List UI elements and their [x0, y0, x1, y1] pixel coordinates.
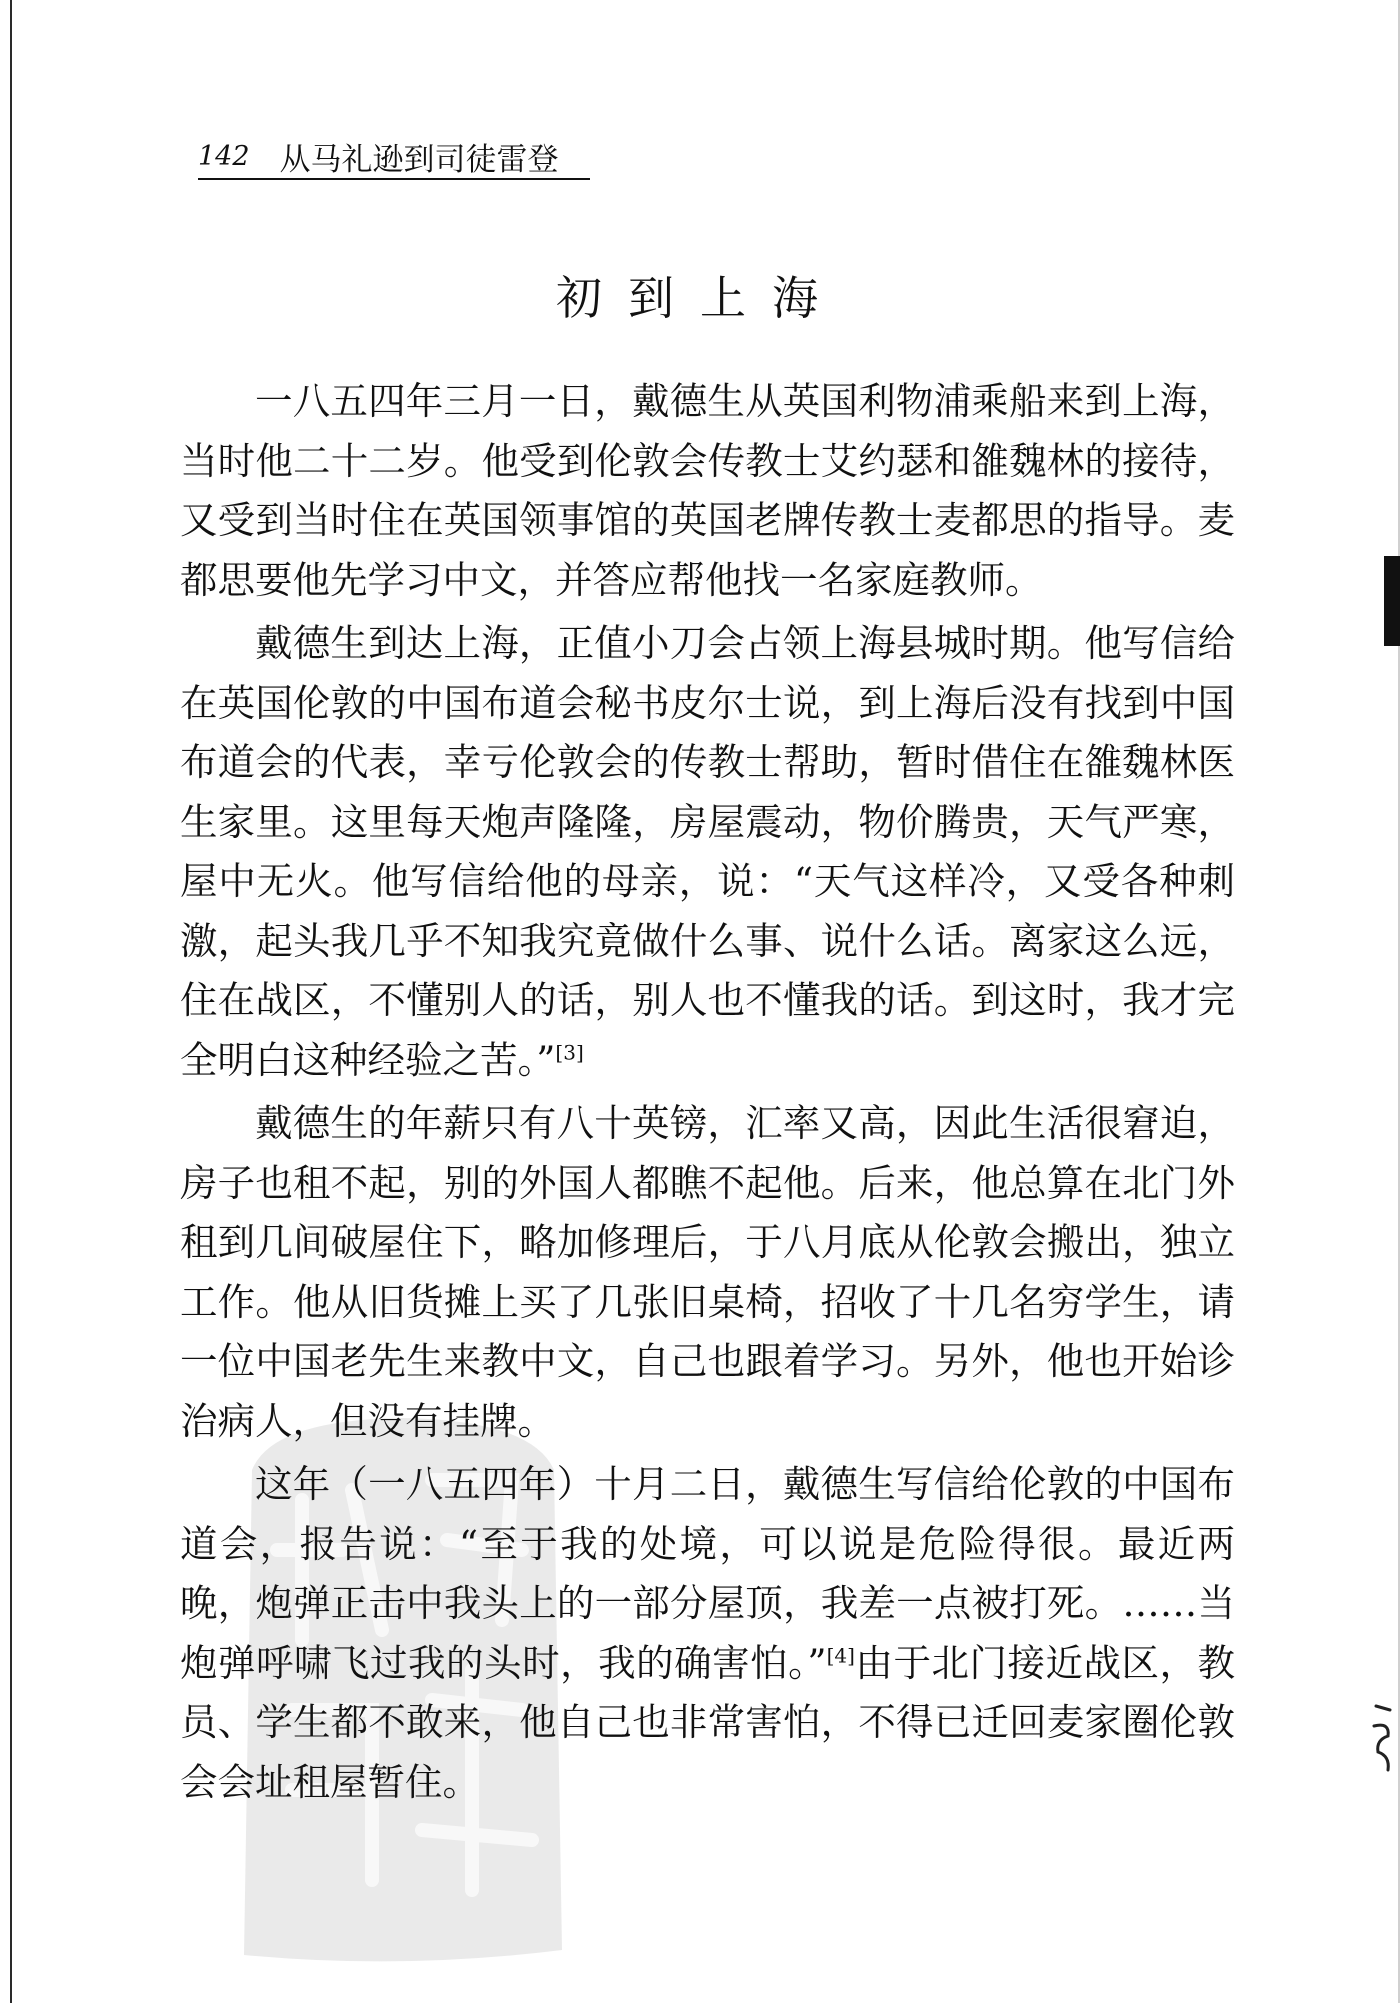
paragraph: 这年（一八五四年）十月二日，戴德生写信给伦敦的中国布道会，报告说：“至于我的处境，可以说是危险得很。最近两晚，炮弹正击中我头上的一部分屋顶，我差一点被打死。……当炮弹呼啸飞过我的头时，我的确害怕。”[4]由于北门接近战区，教员、学生都不敢来，他自己也非常害怕，不得已迁回麦家圈伦敦会会址租屋暂住。 — [180, 1462, 1236, 1804]
paragraph: 戴德生的年薪只有八十英镑，汇率又高，因此生活很窘迫，房子也租不起，别的外国人都瞧不起他。后来，他总算在北门外租到几间破屋住下，略加修理后，于八月底从伦敦会搬出，独立工作。他从旧货摊上买了几张旧桌椅，招收了十几名穷学生，请一位中国老先生来教中文，自己也跟着学习。另外，他也开始诊治病人，但没有挂牌。 — [180, 1101, 1235, 1443]
body-text — [180, 372, 1235, 1812]
paragraph: 戴德生到达上海，正值小刀会占领上海县城时期。他写信给在英国伦敦的中国布道会秘书皮尔士说，到上海后没有找到中国布道会的代表，幸亏伦敦会的传教士帮助，暂时借住在雒魏林医生家里。这里每天炮声隆隆，房屋震动，物价腾贵，天气严寒，屋中无火。他写信给他的母亲，说：“天气这样冷，又受各种刺激，起头我几乎不知我究竟做什么事、说什么话。离家这么远，住在战区，不懂别人的话，别人也不懂我的话。到这时，我才完全明白这种经验之苦。”[3] — [180, 621, 1235, 1082]
running-header — [198, 133, 559, 179]
page-number: 142 — [198, 140, 250, 172]
scan-edge-mark — [1384, 556, 1400, 646]
footnote-marker: [3] — [555, 1040, 584, 1064]
header-rule — [198, 178, 590, 180]
paragraph: 一八五四年三月一日，戴德生从英国利物浦乘船来到上海，当时他二十二岁。他受到伦敦会传教士艾约瑟和雒魏林的接待，又受到当时住在英国领事馆的英国老牌传教士麦都思的指导。麦都思要他先学习中文，并答应帮他找一名家庭教师。 — [180, 379, 1235, 602]
footnote-marker: [4] — [826, 1643, 855, 1667]
margin-scribble — [1368, 1700, 1398, 1780]
scan-left-edge — [10, 0, 12, 2003]
chapter-title: 初到上海 — [556, 271, 844, 325]
running-title: 从马礼逊到司徒雷登 — [279, 141, 559, 178]
